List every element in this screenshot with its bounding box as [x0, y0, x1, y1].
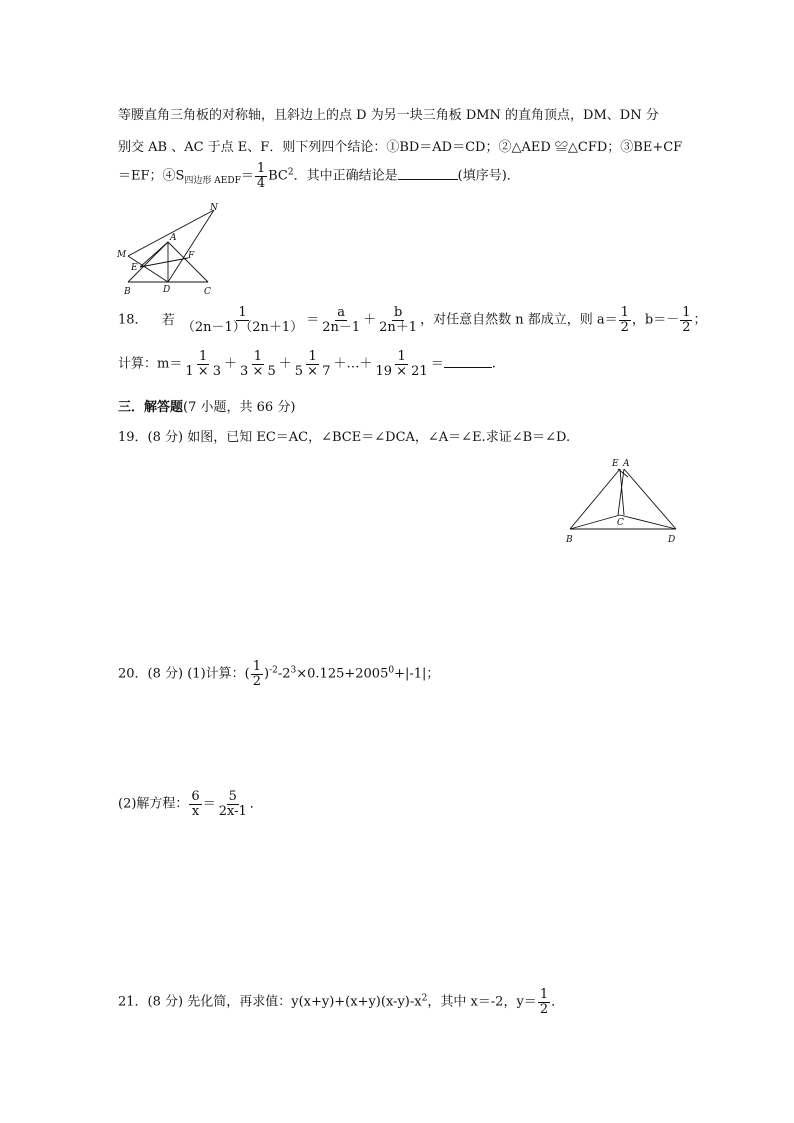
- label-e: E: [612, 459, 619, 469]
- label-b: B: [566, 535, 573, 545]
- q18-line1: [118, 306, 707, 334]
- line-ac: [168, 242, 208, 282]
- q21-text: 21．(8 分) 先化简，再求值：$y(x+y)+(x+y)(x-y)-x^2$，其中 x＝-2，y＝ $\frac{1}{2}$ ．: [118, 987, 565, 1017]
- label-d: D: [668, 535, 676, 545]
- q18-plus: ＋: [363, 312, 377, 328]
- label-a: A: [623, 459, 630, 469]
- q17-bc: BC: [268, 168, 288, 184]
- q17-text-c: (填序号)．: [457, 168, 520, 184]
- q20-frac-5: $\frac{5}{2x-1}$: [218, 789, 247, 819]
- line-cd: [620, 515, 676, 529]
- q20-exp2: 3: [290, 665, 297, 676]
- label-f: F: [188, 251, 195, 261]
- line-ba: [128, 242, 168, 282]
- section3-title: [118, 396, 295, 415]
- line-dn: [168, 210, 214, 282]
- q17-sup: 2: [287, 167, 294, 178]
- q17-eq: ＝: [240, 168, 254, 184]
- section3-score: (7 小题，共 66 分): [183, 400, 296, 415]
- q18-frac-a: $\frac{a}{2n-1}$: [322, 305, 361, 335]
- q17-line2: 别交 AB 、AC 于点 E、F．则下列四个结论：①BD＝AD＝CD；②△AED ≌△CFD；③BE+CF: [118, 140, 683, 155]
- q20-part1-a: 20．(8 分) (1)计算：(: [118, 666, 250, 682]
- q17-figure: [112, 200, 232, 300]
- q20-part2-label: (2)解方程：: [118, 796, 189, 812]
- q17-line1: 等腰直角三角板的对称轴，且斜边上的点 D 为另一块三角板 DMN 的直角顶点，DM、DN 分: [118, 108, 659, 123]
- q18-b-value: $\frac{1}{2}$: [682, 305, 691, 335]
- q21-text-b: ，其中 x＝-2，y＝: [427, 994, 537, 1010]
- q18-term1: $\frac{1}{1 \times 3}$: [185, 349, 222, 379]
- line-bc: [570, 515, 620, 529]
- q20-part2: (2)解方程： $\frac{6}{x}$ ＝ $\frac{5}{2x-1}$ ．: [118, 789, 263, 819]
- q18-frac-b: $\frac{b}{2n+1}$: [379, 305, 418, 335]
- q17-text-a: ＝EF；④S: [118, 168, 185, 184]
- label-d: D: [163, 285, 171, 295]
- section3-name: 解答题: [144, 400, 184, 415]
- label-c: C: [204, 287, 211, 297]
- q18-answer-blank: [444, 355, 492, 368]
- q18-line2: 计算：m＝ $\frac{1}{1 \times 3}$ ＋ $\frac{1}{3 \times 5}$ ＋ $\frac{1}{5 \times 7}$ ＋…＋ $\frac{1}{19 \times 21}$ ＝ .: [118, 349, 496, 379]
- q18-eq: ＝: [306, 312, 320, 328]
- q18-calc: 计算：m＝: [118, 356, 183, 372]
- q17-subscript: 四边形 AEDF: [184, 176, 241, 187]
- label-e: E: [131, 263, 138, 273]
- q18-a-value: $\frac{1}{2}$: [620, 305, 629, 335]
- q17-fraction: $\frac{1}{4}$: [256, 161, 266, 191]
- label-b: B: [124, 287, 131, 297]
- q18-number: 18．: [118, 312, 148, 328]
- label-c: C: [617, 518, 624, 528]
- line-ad: [624, 469, 676, 529]
- q21-sup: 2: [421, 993, 428, 1004]
- q20-half: $\frac{1}{2}$: [252, 659, 261, 689]
- q18-frac-left: $\frac{1}{(2n-1)(2n+1)}$: [181, 305, 304, 335]
- q18-term2: $\frac{1}{3 \times 5}$: [240, 349, 276, 379]
- q17-answer-blank: [398, 167, 458, 180]
- q20-frac-6x: $\frac{6}{x}$: [191, 789, 200, 819]
- line-ea: [140, 242, 168, 267]
- q21-text-a: 21．(8 分) 先化简，再求值：y(x+y)+(x+y)(x-y)-x: [118, 994, 422, 1010]
- q18-dots: ＋…＋: [333, 356, 373, 372]
- q19-text: 19．(8 分) 如图，已知 EC＝AC，∠BCE＝∠DCA，∠A＝∠E.求证∠B＝∠D.: [118, 430, 571, 445]
- label-a: A: [170, 233, 177, 243]
- q20-exp3: 0: [388, 665, 395, 676]
- q18-term4: $\frac{1}{19 \times 21}$: [375, 349, 428, 379]
- q20-exp1: -2: [269, 665, 278, 676]
- q17-line3: [118, 162, 520, 190]
- q18-text3: ；: [693, 312, 707, 328]
- q18-text1: ，对任意自然数 n 都成立，则 a＝: [420, 312, 618, 328]
- q21-y-value: $\frac{1}{2}$: [539, 987, 549, 1017]
- q18-text2: ，b＝－: [631, 312, 680, 328]
- section3-number: 三．: [118, 400, 145, 415]
- label-n: N: [210, 203, 218, 213]
- q17-text-b: ．其中正确结论是: [293, 168, 398, 184]
- q19-figure: [562, 455, 687, 550]
- q20-part1: 20．(8 分) (1)计算：( $\frac{1}{2}$ )$^{-2}-2^3\times 0.125+2005^0+|-1|$；: [118, 659, 440, 689]
- line-be: [570, 469, 620, 529]
- q18-term3: $\frac{1}{5 \times 7}$: [294, 349, 331, 379]
- label-m: M: [117, 250, 127, 260]
- q18-ruo: 若: [161, 312, 175, 328]
